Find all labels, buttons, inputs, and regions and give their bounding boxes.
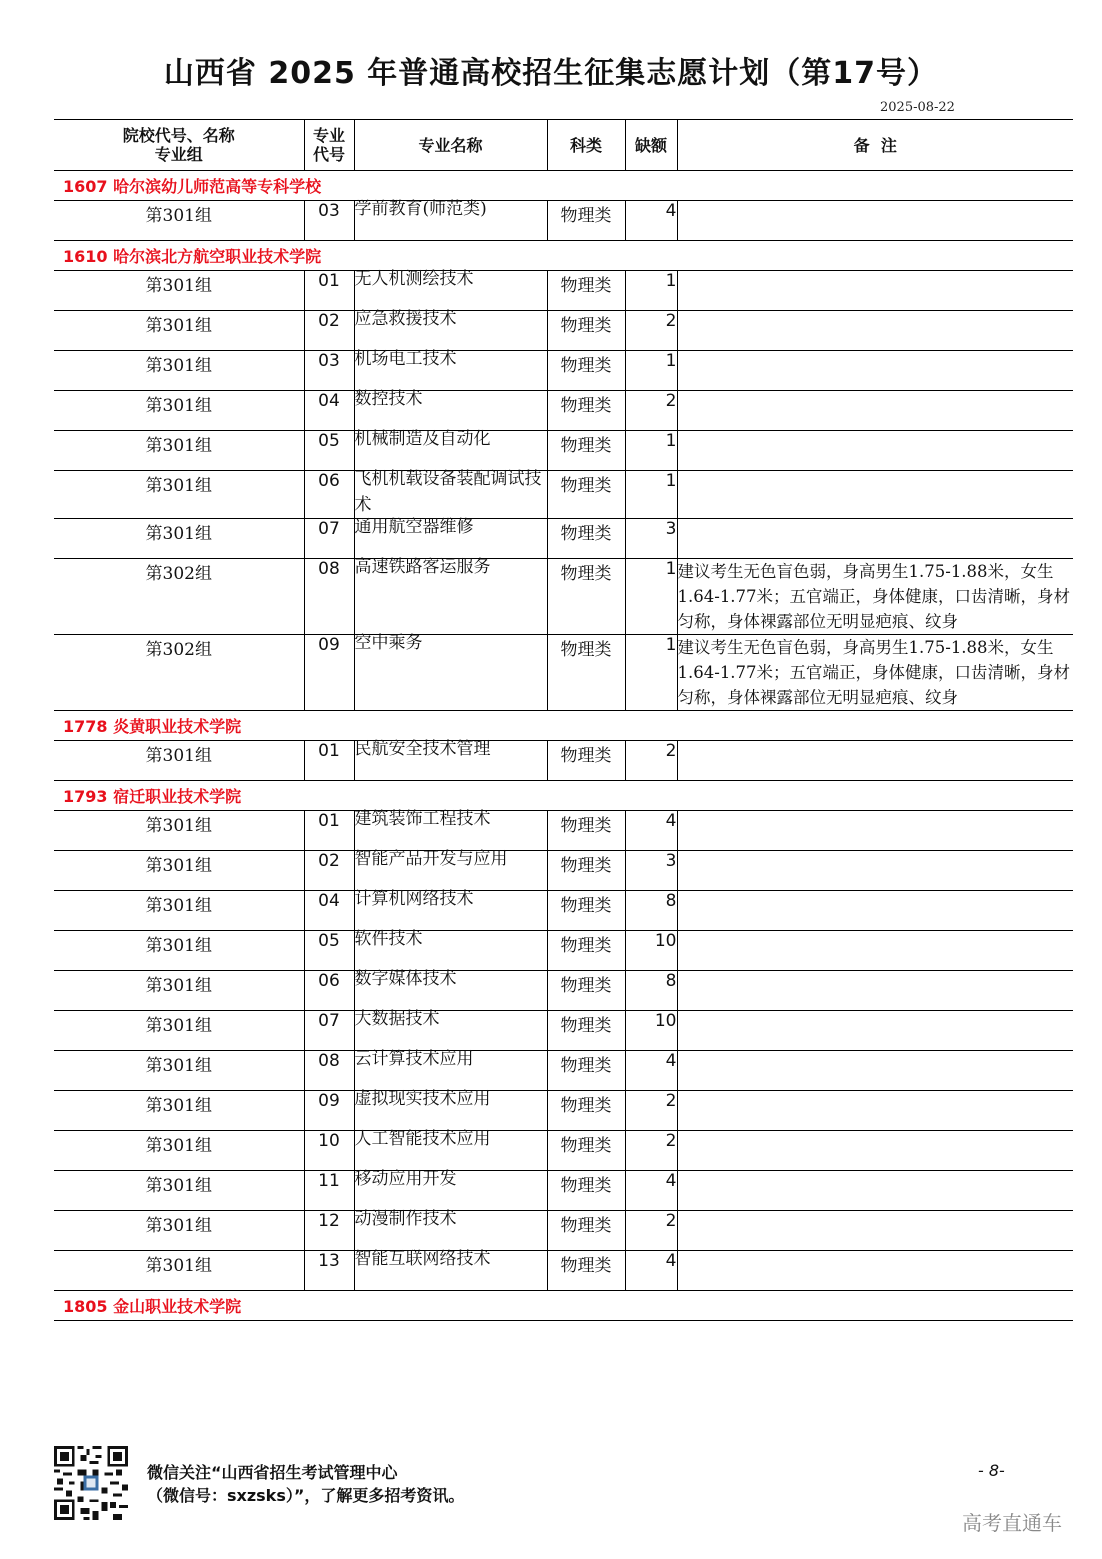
major-note: [677, 1051, 1073, 1091]
school-row: [54, 781, 1073, 811]
major-type: 物理类: [547, 1091, 625, 1131]
major-quota: 2: [625, 1211, 677, 1251]
major-code: 07: [304, 519, 354, 559]
table-row: [54, 1171, 1073, 1211]
major-quota: 4: [625, 201, 677, 241]
major-quota: 3: [625, 519, 677, 559]
major-name-text: 数控技术: [354, 389, 423, 409]
major-quota: 2: [625, 1091, 677, 1131]
major-code: 01: [304, 271, 354, 311]
table-header-row: [54, 120, 1073, 171]
major-quota: 8: [625, 891, 677, 931]
table-row: [54, 1251, 1073, 1291]
major-note: [677, 271, 1073, 311]
major-group: 第301组: [54, 1131, 304, 1171]
header-major-name: 专业名称: [354, 120, 547, 171]
major-type: 物理类: [547, 931, 625, 971]
major-name-text: 机械制造及自动化: [354, 429, 491, 449]
major-type: 物理类: [547, 519, 625, 559]
table-row: [54, 1051, 1073, 1091]
major-name: [354, 931, 547, 971]
major-note: [677, 311, 1073, 351]
major-name: [354, 471, 547, 519]
major-group: 第301组: [54, 1011, 304, 1051]
major-code: 04: [304, 391, 354, 431]
major-group: 第301组: [54, 811, 304, 851]
footer-line-1: 微信关注“山西省招生考试管理中心: [147, 1463, 398, 1482]
major-type: 物理类: [547, 635, 625, 711]
major-note: [677, 1171, 1073, 1211]
major-name-text: 大数据技术: [354, 1009, 440, 1029]
major-note: [677, 811, 1073, 851]
watermark: 高考直通车: [962, 1511, 1062, 1535]
major-group: 第301组: [54, 1171, 304, 1211]
major-code: 05: [304, 431, 354, 471]
publish-date: 2025-08-22: [880, 100, 955, 115]
major-group: 第301组: [54, 1091, 304, 1131]
major-group: 第301组: [54, 471, 304, 519]
header-code-line: 代号: [312, 145, 345, 164]
school-heading: 1778 炎黄职业技术学院: [54, 711, 1073, 741]
major-quota: 2: [625, 311, 677, 351]
major-type: 物理类: [547, 891, 625, 931]
major-name-text: 动漫制作技术: [354, 1209, 457, 1229]
header-school-line: 院校代号、名称: [122, 126, 235, 145]
table-row: [54, 1091, 1073, 1131]
major-quota: 10: [625, 1011, 677, 1051]
major-group: 第301组: [54, 891, 304, 931]
table-row: [54, 1011, 1073, 1051]
major-group: 第302组: [54, 635, 304, 711]
major-name-text: 应急救援技术: [354, 309, 457, 329]
major-quota: 8: [625, 971, 677, 1011]
major-type: 物理类: [547, 391, 625, 431]
major-name: [354, 391, 547, 431]
major-type: 物理类: [547, 271, 625, 311]
major-quota: 4: [625, 811, 677, 851]
major-note: [677, 1011, 1073, 1051]
table-row: [54, 811, 1073, 851]
major-name: [354, 1131, 547, 1171]
major-name: [354, 1251, 547, 1291]
major-name-text: 人工智能技术应用: [354, 1129, 491, 1149]
school-row: [54, 711, 1073, 741]
major-name-text: 无人机测绘技术: [354, 269, 474, 289]
school-heading: 1610 哈尔滨北方航空职业技术学院: [54, 241, 1073, 271]
table-row: [54, 931, 1073, 971]
major-code: 08: [304, 1051, 354, 1091]
major-note: [677, 971, 1073, 1011]
major-name: [354, 1171, 547, 1211]
major-group: 第301组: [54, 311, 304, 351]
major-code: 04: [304, 891, 354, 931]
major-code: 03: [304, 201, 354, 241]
major-code: 13: [304, 1251, 354, 1291]
major-name: [354, 201, 547, 241]
major-group: 第301组: [54, 851, 304, 891]
major-name-text: 高速铁路客运服务: [354, 557, 491, 577]
major-quota: 2: [625, 1131, 677, 1171]
major-name: [354, 971, 547, 1011]
major-quota: 4: [625, 1171, 677, 1211]
major-note: [677, 1131, 1073, 1171]
major-type: 物理类: [547, 1011, 625, 1051]
major-group: 第301组: [54, 971, 304, 1011]
major-note: [677, 351, 1073, 391]
major-quota: 10: [625, 931, 677, 971]
major-quota: 3: [625, 851, 677, 891]
major-note: [677, 1211, 1073, 1251]
major-type: 物理类: [547, 311, 625, 351]
major-name: [354, 351, 547, 391]
major-name-text: 智能产品开发与应用: [354, 849, 508, 869]
major-type: 物理类: [547, 1251, 625, 1291]
major-quota: 2: [625, 741, 677, 781]
table-row: [54, 1211, 1073, 1251]
major-group: 第301组: [54, 271, 304, 311]
major-group: 第301组: [54, 391, 304, 431]
major-type: 物理类: [547, 851, 625, 891]
major-type: 物理类: [547, 811, 625, 851]
major-note: 建议考生无色盲色弱，身高男生1.75-1.88米，女生1.64-1.77米；五官端正，身体健康，口齿清晰，身材匀称，身体裸露部位无明显疤痕、纹身: [677, 635, 1073, 711]
table-row: [54, 351, 1073, 391]
major-code: 01: [304, 741, 354, 781]
major-code: 01: [304, 811, 354, 851]
table-row: [54, 851, 1073, 891]
school-row: [54, 241, 1073, 271]
table-row: [54, 559, 1073, 635]
footer-notice: [147, 1461, 464, 1507]
major-name: [354, 811, 547, 851]
page-number: - 8-: [978, 1461, 1005, 1480]
major-name-text: 通用航空器维修: [354, 517, 474, 537]
major-group: 第301组: [54, 519, 304, 559]
major-note: [677, 741, 1073, 781]
table-row: [54, 271, 1073, 311]
header-type: 科类: [547, 120, 625, 171]
school-heading: 1607 哈尔滨幼儿师范高等专科学校: [54, 171, 1073, 201]
major-name: [354, 559, 547, 635]
major-name-text: 数字媒体技术: [354, 969, 457, 989]
major-code: 11: [304, 1171, 354, 1211]
major-code: 03: [304, 351, 354, 391]
major-note: [677, 519, 1073, 559]
table-row: [54, 971, 1073, 1011]
table-row: [54, 635, 1073, 711]
major-type: 物理类: [547, 201, 625, 241]
page-title: 山西省 2025 年普通高校招生征集志愿计划（第17号）: [163, 56, 939, 91]
major-type: 物理类: [547, 1051, 625, 1091]
major-note: [677, 1091, 1073, 1131]
table-row: [54, 519, 1073, 559]
major-group: 第302组: [54, 559, 304, 635]
table-body: [54, 171, 1073, 1321]
major-type: 物理类: [547, 971, 625, 1011]
major-note: [677, 471, 1073, 519]
header-school: [54, 120, 304, 171]
major-name-text: 智能互联网络技术: [354, 1249, 491, 1269]
major-quota: 1: [625, 635, 677, 711]
major-code: 09: [304, 635, 354, 711]
school-heading: 1793 宿迁职业技术学院: [54, 781, 1073, 811]
major-name: [354, 741, 547, 781]
major-type: 物理类: [547, 1211, 625, 1251]
major-name-text: 机场电工技术: [354, 349, 457, 369]
table-row: [54, 471, 1073, 519]
major-code: 06: [304, 471, 354, 519]
major-group: 第301组: [54, 201, 304, 241]
table-row: [54, 741, 1073, 781]
major-quota: 4: [625, 1051, 677, 1091]
major-name: [354, 1011, 547, 1051]
major-code: 10: [304, 1131, 354, 1171]
major-name-text: 学前教育(师范类): [354, 199, 487, 219]
major-name-text: 虚拟现实技术应用: [354, 1089, 491, 1109]
table-row: [54, 1131, 1073, 1171]
major-note: [677, 431, 1073, 471]
major-note: [677, 391, 1073, 431]
major-note: [677, 201, 1073, 241]
major-quota: 1: [625, 271, 677, 311]
major-name: [354, 519, 547, 559]
major-note: 建议考生无色盲色弱，身高男生1.75-1.88米，女生1.64-1.77米；五官端正，身体健康，口齿清晰，身材匀称，身体裸露部位无明显疤痕、纹身: [677, 559, 1073, 635]
major-quota: 1: [625, 471, 677, 519]
major-name-text: 移动应用开发: [354, 1169, 457, 1189]
major-name: [354, 635, 547, 711]
table-row: [54, 311, 1073, 351]
major-name-text: 云计算技术应用: [354, 1049, 474, 1069]
major-type: 物理类: [547, 1131, 625, 1171]
major-name-text: 建筑装饰工程技术: [354, 809, 491, 829]
major-quota: 4: [625, 1251, 677, 1291]
major-name: [354, 851, 547, 891]
footer-line-2: （微信号：sxzsks）”，了解更多招考资讯。: [147, 1486, 465, 1505]
school-row: [54, 1291, 1073, 1321]
major-note: [677, 931, 1073, 971]
major-name-text: 软件技术: [354, 929, 423, 949]
major-note: [677, 851, 1073, 891]
major-name: [354, 1091, 547, 1131]
major-quota: 1: [625, 559, 677, 635]
major-name-text: 飞机机载设备装配调试技术: [354, 469, 542, 515]
major-code: 07: [304, 1011, 354, 1051]
major-type: 物理类: [547, 431, 625, 471]
major-group: 第301组: [54, 351, 304, 391]
major-code: 12: [304, 1211, 354, 1251]
table-row: [54, 891, 1073, 931]
major-code: 02: [304, 311, 354, 351]
major-type: 物理类: [547, 1171, 625, 1211]
major-name: [354, 311, 547, 351]
major-quota: 1: [625, 431, 677, 471]
major-type: 物理类: [547, 471, 625, 519]
major-name-text: 民航安全技术管理: [354, 739, 491, 759]
header-quota: 缺额: [625, 120, 677, 171]
table-row: [54, 201, 1073, 241]
major-group: 第301组: [54, 741, 304, 781]
major-code: 06: [304, 971, 354, 1011]
major-code: 05: [304, 931, 354, 971]
major-type: 物理类: [547, 351, 625, 391]
qr-code-icon: [54, 1446, 128, 1520]
major-name: [354, 271, 547, 311]
major-type: 物理类: [547, 559, 625, 635]
major-name-text: 计算机网络技术: [354, 889, 474, 909]
major-quota: 2: [625, 391, 677, 431]
major-code: 08: [304, 559, 354, 635]
major-name: [354, 1051, 547, 1091]
table-row: [54, 391, 1073, 431]
major-quota: 1: [625, 351, 677, 391]
major-name: [354, 891, 547, 931]
table-row: [54, 431, 1073, 471]
major-name: [354, 1211, 547, 1251]
school-row: [54, 171, 1073, 201]
major-group: 第301组: [54, 1051, 304, 1091]
major-name-text: 空中乘务: [354, 633, 423, 653]
header-code: [304, 120, 354, 171]
enrollment-plan-table: [54, 119, 1073, 1321]
major-note: [677, 1251, 1073, 1291]
major-type: 物理类: [547, 741, 625, 781]
major-group: 第301组: [54, 1211, 304, 1251]
major-code: 02: [304, 851, 354, 891]
header-school-line: 专业组: [154, 145, 203, 164]
major-group: 第301组: [54, 1251, 304, 1291]
major-code: 09: [304, 1091, 354, 1131]
header-code-line: 专业: [312, 126, 345, 145]
major-note: [677, 891, 1073, 931]
major-group: 第301组: [54, 431, 304, 471]
major-group: 第301组: [54, 931, 304, 971]
header-note: 备 注: [677, 120, 1073, 171]
major-name: [354, 431, 547, 471]
school-heading: 1805 金山职业技术学院: [54, 1291, 1073, 1321]
